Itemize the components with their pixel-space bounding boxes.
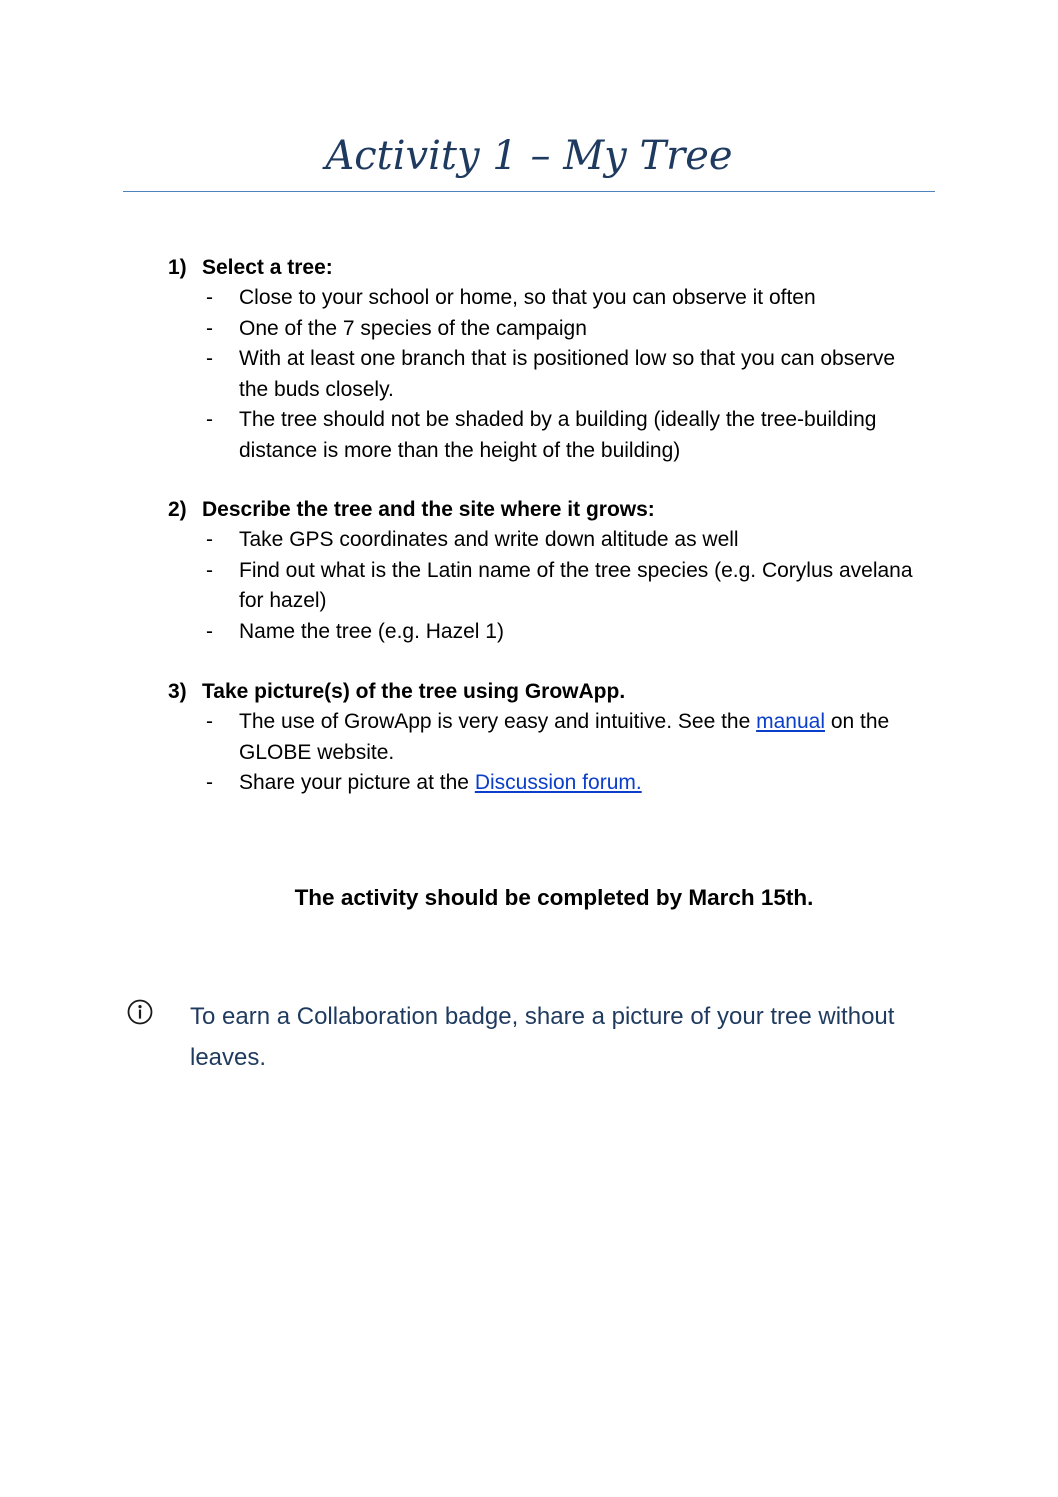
discussion-forum-link[interactable]: Discussion forum. bbox=[474, 771, 642, 794]
section-take-pictures bbox=[168, 677, 928, 799]
list-item bbox=[168, 344, 928, 405]
list-dash: - bbox=[206, 286, 213, 309]
list-dash: - bbox=[206, 528, 213, 551]
section-heading bbox=[168, 253, 928, 283]
page-title: Activity 1 – My Tree bbox=[325, 133, 733, 179]
item-list bbox=[168, 707, 928, 799]
item-text: The use of GrowApp is very easy and intuitive. See the bbox=[239, 710, 757, 733]
section-title: Take picture(s) of the tree using GrowApp. bbox=[202, 680, 626, 703]
list-item bbox=[168, 707, 928, 768]
item-list bbox=[168, 525, 928, 647]
item-text: With at least one branch that is positioned low so that you can observe the buds closely. bbox=[239, 347, 896, 401]
item-text: Share your picture at the bbox=[239, 771, 475, 794]
section-number: 2) bbox=[168, 498, 187, 521]
item-text: Name the tree (e.g. Hazel 1) bbox=[239, 619, 504, 643]
list-item bbox=[168, 525, 928, 556]
section-title: Select a tree: bbox=[202, 256, 333, 279]
collaboration-badge-note: To earn a Collaboration badge, share a picture of your tree without leaves. bbox=[190, 1003, 895, 1071]
info-circle-icon bbox=[127, 999, 153, 1025]
item-text: One of the 7 species of the campaign bbox=[239, 316, 587, 340]
item-text: Find out what is the Latin name of the tree species (e.g. Corylus avelana for hazel) bbox=[239, 558, 913, 612]
item-text: The tree should not be shaded by a building (ideally the tree-building distance is more than the height of the building) bbox=[239, 408, 877, 462]
section-heading bbox=[168, 677, 928, 707]
item-text: Take GPS coordinates and write down altitude as well bbox=[239, 528, 739, 551]
list-dash: - bbox=[206, 408, 213, 431]
section-number: 1) bbox=[168, 256, 187, 279]
list-item bbox=[168, 314, 928, 345]
list-dash: - bbox=[206, 619, 213, 643]
section-heading bbox=[168, 495, 928, 525]
list-item bbox=[168, 768, 928, 799]
section-number: 3) bbox=[168, 680, 187, 703]
list-item bbox=[168, 617, 928, 648]
section-describe-tree bbox=[168, 495, 928, 647]
list-item bbox=[168, 283, 928, 314]
list-dash: - bbox=[206, 710, 213, 733]
item-text: on the GLOBE website. bbox=[239, 710, 890, 764]
list-item bbox=[168, 556, 928, 617]
section-select-tree bbox=[168, 253, 928, 466]
manual-link[interactable]: manual bbox=[756, 710, 825, 733]
list-dash: - bbox=[206, 558, 213, 582]
deadline-note: The activity should be completed by March 15th. bbox=[294, 885, 814, 910]
item-list bbox=[168, 283, 928, 466]
list-dash: - bbox=[206, 316, 213, 340]
section-title: Describe the tree and the site where it grows: bbox=[202, 498, 655, 521]
list-item bbox=[168, 405, 928, 466]
item-text: Close to your school or home, so that you can observe it often bbox=[239, 286, 816, 309]
title-divider bbox=[123, 191, 935, 192]
list-dash: - bbox=[206, 347, 213, 370]
list-dash: - bbox=[206, 771, 213, 794]
